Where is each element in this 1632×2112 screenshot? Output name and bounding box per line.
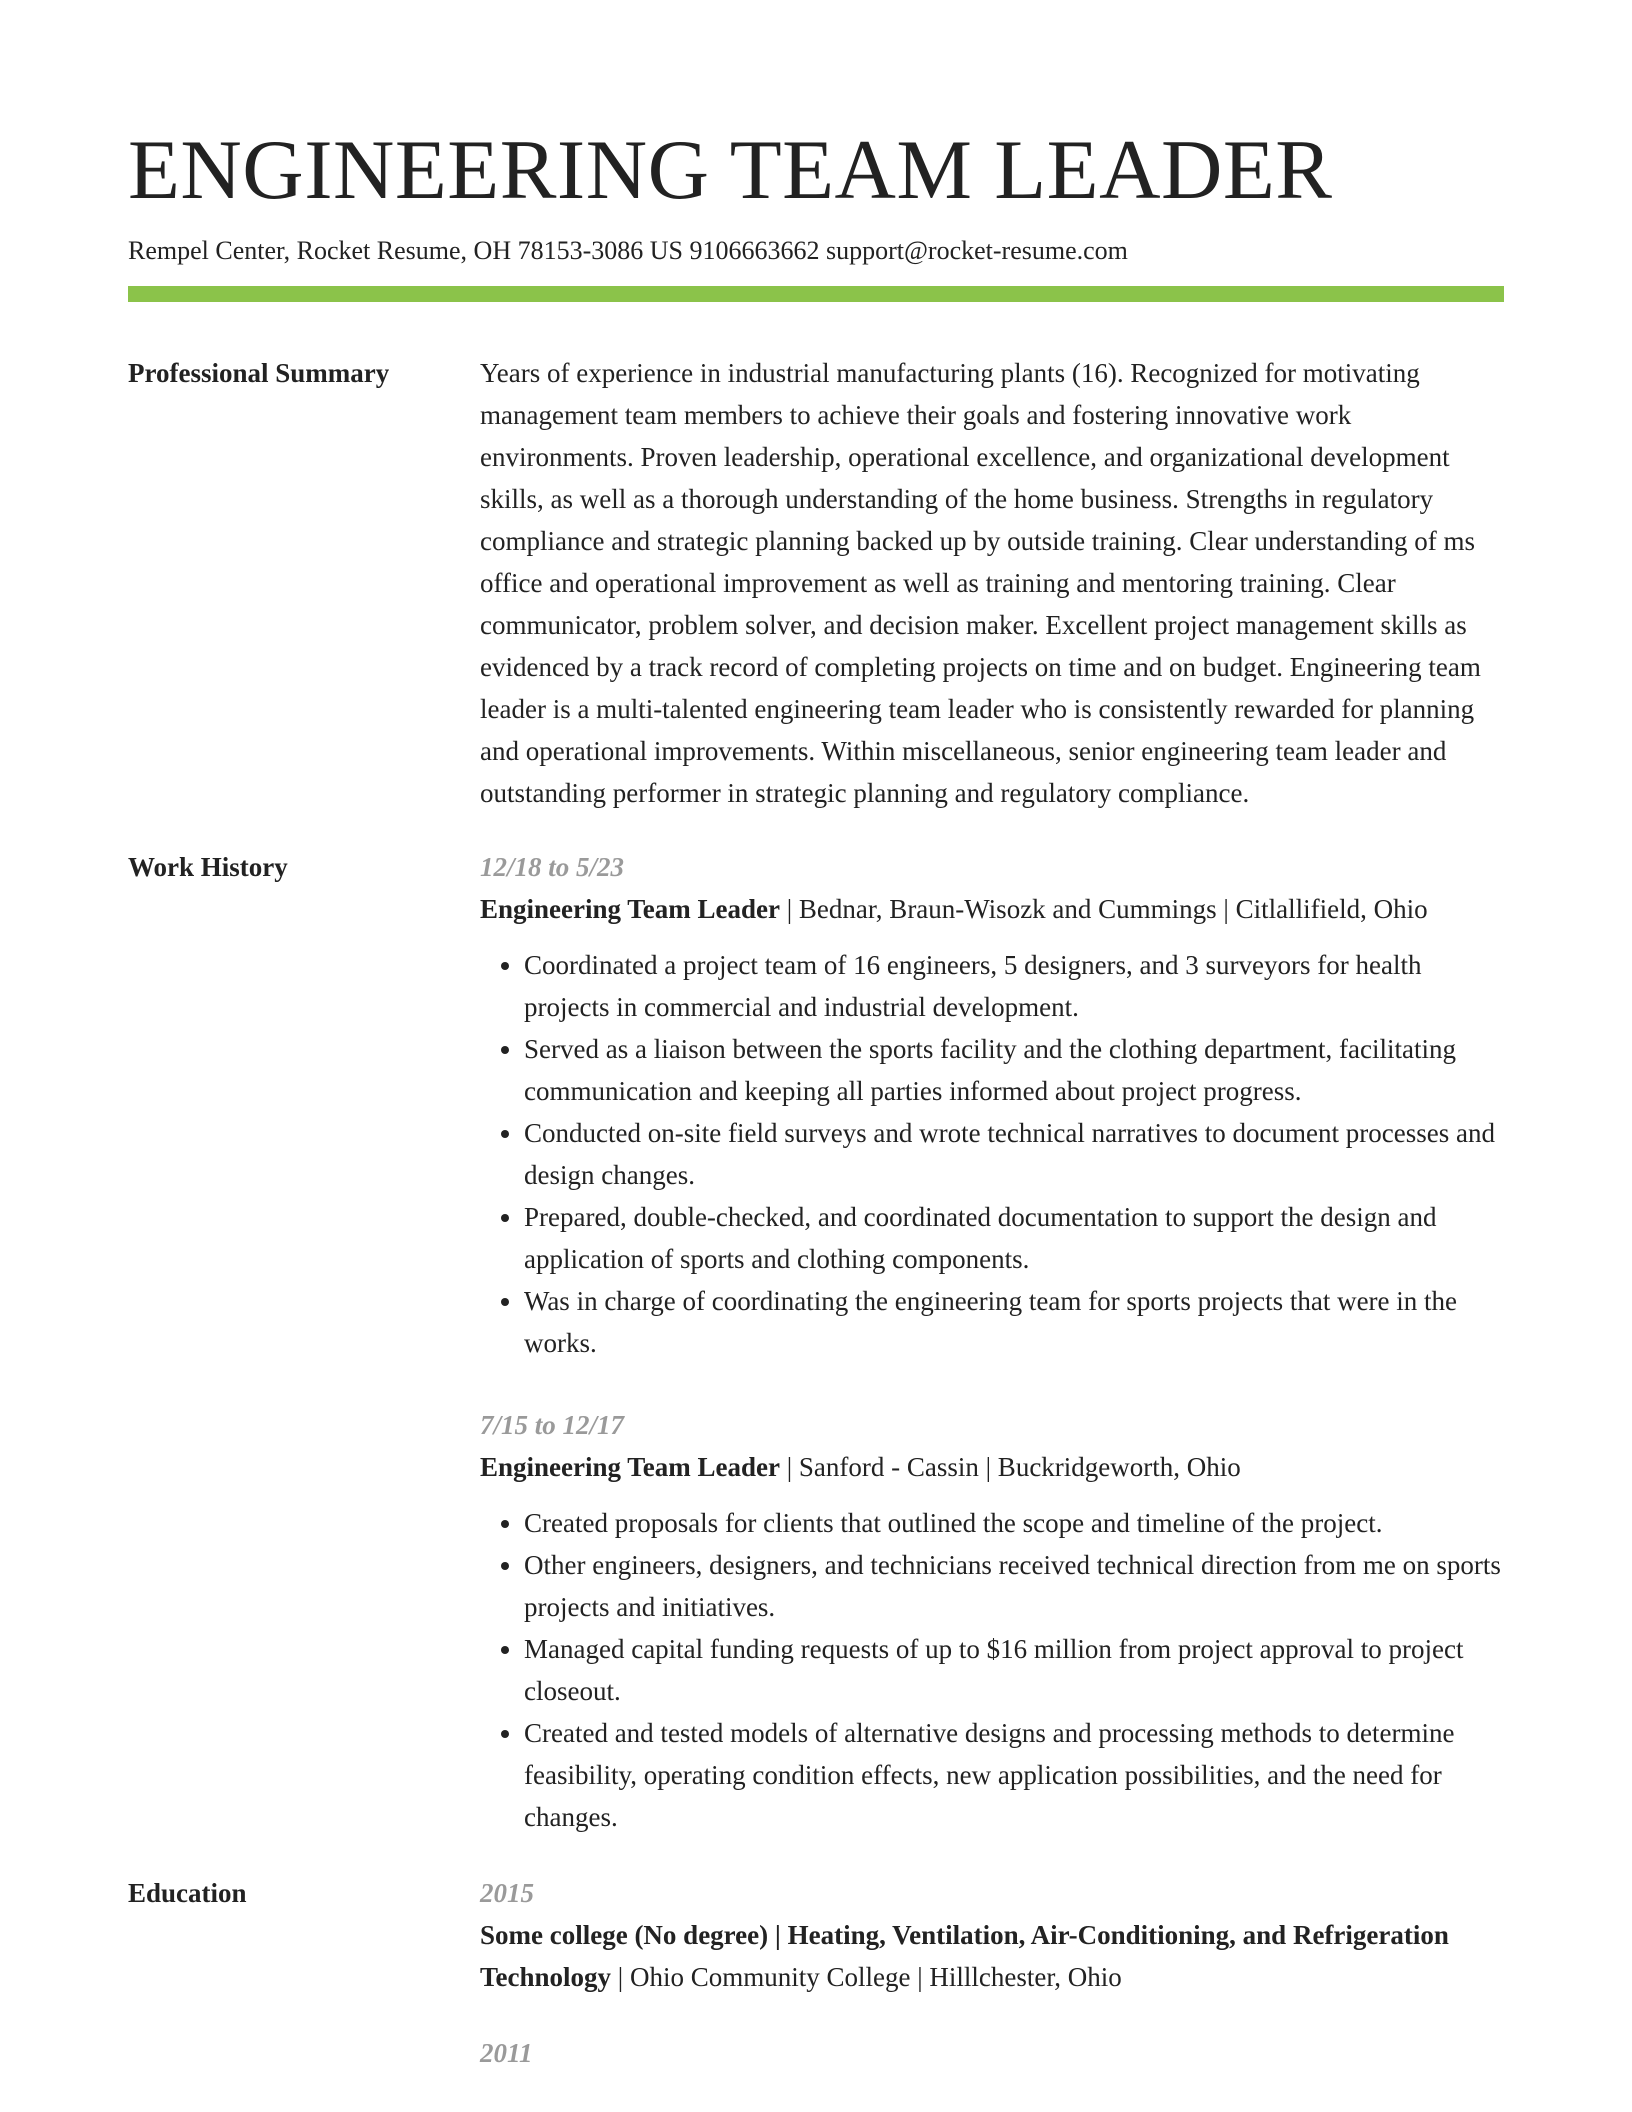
- resume-page: [128, 120, 1504, 2074]
- job-title-line: [480, 1446, 1504, 1488]
- job-dates: 12/18 to 5/23: [480, 852, 625, 882]
- education-degree: Some college (No degree) | Heating, Ventilation, Air-Conditioning, and Refrigeration Technology: [480, 1920, 1449, 1992]
- work-history-section: [128, 846, 1504, 1838]
- education-entry: [480, 1872, 1504, 1998]
- job-company-location: | Bednar, Braun-Wisozk and Cummings | Citlallifield, Ohio: [780, 894, 1428, 924]
- job-role: Engineering Team Leader: [480, 1452, 781, 1482]
- job-dates: 7/15 to 12/17: [480, 1410, 625, 1440]
- job-bullets: [480, 1502, 1504, 1838]
- education-list: [480, 1872, 1504, 2074]
- job-bullet: • Was in charge of coordinating the engineering team for sports projects that were in the works.: [524, 1280, 1504, 1364]
- job-title-line: [480, 888, 1504, 930]
- education-school-location: | Ohio Community College | Hilllchester, Ohio: [611, 1962, 1122, 1992]
- job-bullet: • Other engineers, designers, and technicians received technical direction from me on sports projects and initiatives.: [524, 1544, 1504, 1628]
- summary-section: [128, 352, 1504, 814]
- contact-line: Rempel Center, Rocket Resume, OH 78153-3086 US 9106663662 support@rocket-resume.com: [128, 236, 1128, 265]
- summary-text: Years of experience in industrial manufacturing plants (16). Recognized for motivating management team members to achieve their goals and fostering innovative work environments. Proven leadership, operational excellence, and organizational development skills, as well as a thorough understanding of the home business. Strengths in regulatory compliance and strategic planning backed up by outside training. Clear understanding of ms office and operational improvement as well as training and mentoring training. Clear communicator, problem solver, and decision maker. Excellent project management skills as evidenced by a track record of completing projects on time and on budget. Engineering team leader is a multi-talented engineering team leader who is consistently rewarded for planning and operational improvements. Within miscellaneous, senior engineering team leader and outstanding performer in strategic planning and regulatory compliance.: [480, 358, 1481, 808]
- job-bullet: • Created proposals for clients that outlined the scope and timeline of the project.: [524, 1502, 1504, 1544]
- job-role: Engineering Team Leader: [480, 894, 781, 924]
- job-bullet: • Served as a liaison between the sports facility and the clothing department, facilitating communication and keeping all parties informed about project progress.: [524, 1028, 1504, 1112]
- resume-title: ENGINEERING TEAM LEADER: [128, 123, 1333, 217]
- job-company-location: | Sanford - Cassin | Buckridgeworth, Ohio: [780, 1452, 1241, 1482]
- education-heading: Education: [128, 1878, 247, 1908]
- work-history-list: [480, 846, 1504, 1838]
- job-bullet: • Prepared, double-checked, and coordinated documentation to support the design and application of sports and clothing components.: [524, 1196, 1504, 1280]
- summary-heading: Professional Summary: [128, 358, 390, 388]
- job-bullet: • Conducted on-site field surveys and wrote technical narratives to document processes and design changes.: [524, 1112, 1504, 1196]
- job-bullet: • Coordinated a project team of 16 engineers, 5 designers, and 3 surveyors for health projects in commercial and industrial development.: [524, 944, 1504, 1028]
- job-entry: [480, 846, 1504, 1364]
- job-entry: [480, 1404, 1504, 1838]
- job-bullet: • Created and tested models of alternative designs and processing methods to determine feasibility, operating condition effects, new application possibilities, and the need for changes.: [524, 1712, 1504, 1838]
- accent-divider: [128, 286, 1504, 302]
- job-bullet: • Managed capital funding requests of up to $16 million from project approval to project closeout.: [524, 1628, 1504, 1712]
- education-year: 2011: [480, 2038, 533, 2068]
- education-entry: [480, 2032, 1504, 2074]
- education-year: 2015: [480, 1878, 534, 1908]
- work-history-heading: Work History: [128, 852, 288, 882]
- education-section: [128, 1872, 1504, 2074]
- education-degree-line: [480, 1914, 1504, 1998]
- job-bullets: [480, 944, 1504, 1364]
